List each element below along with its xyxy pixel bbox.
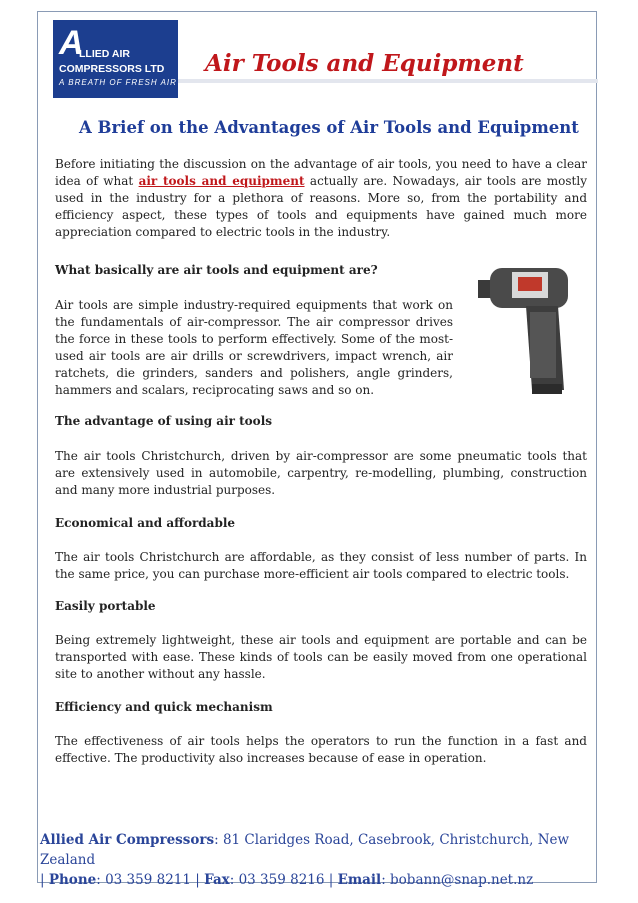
intro-paragraph xyxy=(55,156,587,241)
title-underline xyxy=(178,79,598,83)
document-title: Air Tools and Equipment xyxy=(205,50,524,77)
footer-email-label: Email xyxy=(337,872,382,888)
logo-tagline: A BREATH OF FRESH AIR xyxy=(59,78,177,87)
section-heading: What basically are air tools and equipment are? xyxy=(55,263,378,277)
footer-fax: : 03 359 8216 | xyxy=(229,872,338,888)
footer-address: : 81 Claridges Road, Casebrook, Christchurch, New Zealand xyxy=(40,832,570,868)
footer-fax-label: Fax xyxy=(204,872,230,888)
intro-text-after: actually are. Nowadays, air tools are mostly used in the industry for a plethora of reasons. More so, from the portability and efficiency aspect, these types of tools and equipments have gained much more appreciation compared to electric tools in the industry. xyxy=(55,174,587,239)
section-heading: Economical and affordable xyxy=(55,516,236,530)
impact-wrench-image xyxy=(468,250,598,400)
section-paragraph: The air tools Christchurch, driven by air-compressor are some pneumatic tools that are extensively used in automobile, carpentry, re-modelling, plumbing, construction and many more industrial purposes. xyxy=(55,449,587,497)
air-tools-link[interactable]: air tools and equipment xyxy=(138,174,305,188)
section-heading: The advantage of using air tools xyxy=(55,414,273,428)
contact-footer xyxy=(40,830,596,890)
footer-email[interactable]: : bobann@snap.net.nz xyxy=(381,872,534,888)
logo-letter: A xyxy=(59,24,84,62)
footer-company: Allied Air Compressors xyxy=(40,832,215,848)
section-heading: Easily portable xyxy=(55,599,156,613)
footer-separator: | xyxy=(40,872,49,888)
company-logo xyxy=(53,20,178,98)
footer-phone: : 03 359 8211 | xyxy=(96,872,205,888)
document-subtitle: A Brief on the Advantages of Air Tools and Equipment xyxy=(79,118,579,137)
section-paragraph: The air tools Christchurch are affordable, as they consist of less number of parts. In the same price, you can purchase more-efficient air tools compared to electric tools. xyxy=(55,550,587,581)
section-paragraph: The effectiveness of air tools helps the operators to run the function in a fast and effective. The productivity also increases because of ease in operation. xyxy=(55,734,587,765)
logo-line-2: COMPRESSORS LTD xyxy=(59,63,165,75)
section-heading: Efficiency and quick mechanism xyxy=(55,700,273,714)
footer-phone-label: Phone xyxy=(48,872,97,888)
section-paragraph: Air tools are simple industry-required equipments that work on the fundamentals of air-compressor. The air compressor drives the force in these tools to perform effectively. Some of the most-used air tools are air drills or screwdrivers, impact wrench, air ratchets, die grinders, sanders and polishers, angle grinders, hammers and scalars, reciprocating saws and so on. xyxy=(55,298,453,397)
section-paragraph: Being extremely lightweight, these air tools and equipment are portable and can be transported with ease. These kinds of tools can be easily moved from one operational site to another without any hassle. xyxy=(55,633,587,681)
logo-line-1: LLIED AIR xyxy=(79,48,130,60)
intro-text-before: Before initiating the discussion on the advantage of air tools, you need to have a clear idea of what xyxy=(55,157,587,188)
